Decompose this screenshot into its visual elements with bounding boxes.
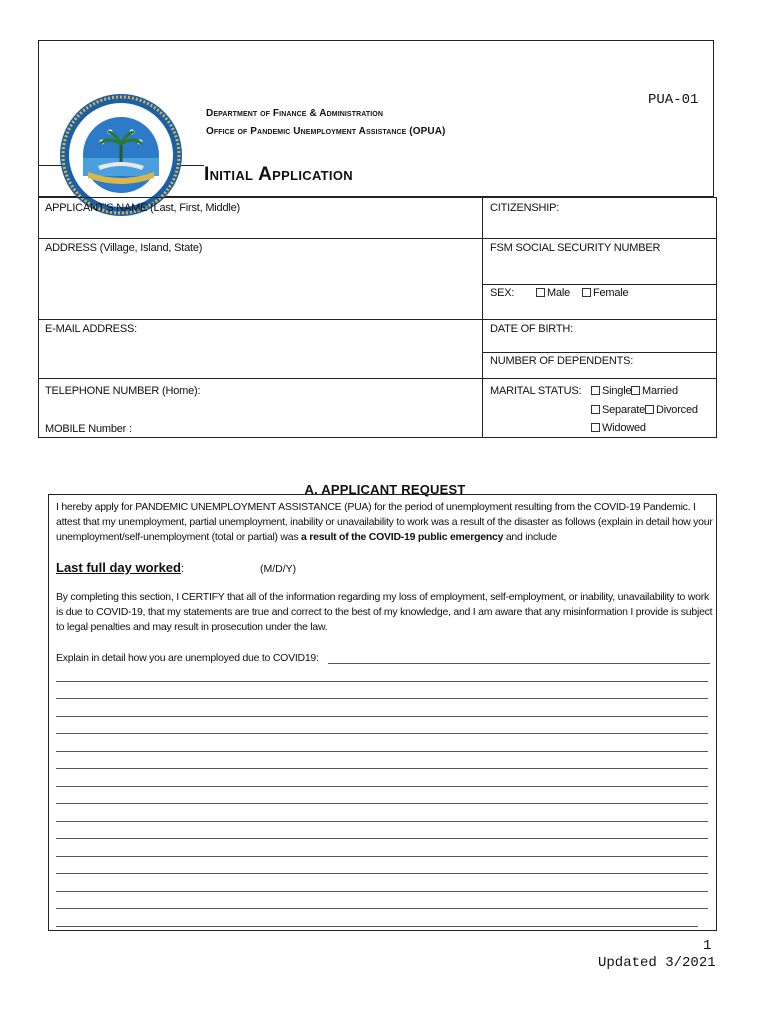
male-option[interactable] (536, 287, 570, 299)
explain-line[interactable] (56, 803, 708, 804)
male-label: Male (547, 287, 571, 299)
dob-field[interactable]: DATE OF BIRTH: (490, 323, 573, 335)
last-full-day-label: Last full day worked (56, 560, 181, 575)
table-center-divider (482, 197, 483, 438)
mobile-field[interactable]: MOBILE Number : (45, 423, 132, 435)
section-a-title: A. APPLICANT REQUEST (304, 482, 466, 497)
last-full-day-worked[interactable] (56, 560, 184, 575)
last-full-day-colon: : (180, 563, 185, 575)
row-divider-1 (38, 238, 717, 239)
explain-line-first[interactable] (328, 663, 710, 664)
citizenship-field[interactable]: CITIZENSHIP: (490, 202, 560, 214)
updated-date: Updated 3/2021 (598, 955, 716, 971)
row-divider-3 (38, 378, 717, 379)
married-checkbox[interactable] (631, 386, 640, 395)
explain-line[interactable] (56, 838, 708, 839)
explain-line[interactable] (56, 681, 708, 682)
request-text: I hereby apply for PANDEMIC UNEMPLOYMENT ASSISTANCE (PUA) for the period of unemployment resulting from the COVID-19 Pandemic. I attest that my unemployment, partial unemployment, inability or unavailability to work was a result of the disaster as follows (explain in detail how your unemployment/self-unemployment (total or partial) was (56, 501, 713, 543)
married-label: Married (642, 385, 678, 397)
widowed-checkbox[interactable] (591, 423, 600, 432)
telephone-field[interactable]: TELEPHONE NUMBER (Home): (45, 385, 201, 397)
single-label: Single (602, 385, 632, 397)
widowed-option[interactable] (591, 422, 646, 434)
page-number: 1 (703, 938, 712, 954)
explain-line[interactable] (56, 733, 708, 734)
row-divider-dob (482, 352, 717, 353)
email-field[interactable]: E-MAIL ADDRESS: (45, 323, 137, 335)
office-line: Office of Pandemic Unemployment Assistance (OPUA) (206, 126, 446, 137)
explain-line[interactable] (56, 821, 708, 822)
explain-line[interactable] (56, 908, 708, 909)
sex-label: SEX: (490, 287, 515, 299)
table-right-border (716, 197, 717, 438)
female-option[interactable] (582, 287, 628, 299)
certification-paragraph: By completing this section, I CERTIFY that all of the information regarding my loss of employment, self-employment, or inability, unavailability to work is due to COVID-19, that my statements are true and correct to the best of my knowledge, and I am aware that any misinformation I provide is subject to legal penalties and may result in prosecution under the law. (56, 591, 713, 633)
explain-line[interactable] (56, 873, 708, 874)
applicant-request-paragraph (56, 500, 716, 545)
single-option[interactable] (591, 385, 631, 397)
explain-line[interactable] (56, 751, 708, 752)
divorced-option[interactable] (645, 404, 698, 416)
explain-line[interactable] (56, 891, 708, 892)
separate-label: Separate (602, 404, 646, 416)
explain-line[interactable] (56, 786, 708, 787)
explain-line[interactable] (56, 698, 708, 699)
divorced-label: Divorced (656, 404, 698, 416)
female-label: Female (593, 287, 629, 299)
table-left-border (38, 197, 39, 438)
explain-line[interactable] (56, 768, 708, 769)
page-title: Initial Application (204, 164, 353, 185)
explain-line[interactable] (56, 856, 708, 857)
single-checkbox[interactable] (591, 386, 600, 395)
married-option[interactable] (631, 385, 678, 397)
widowed-label: Widowed (602, 422, 646, 434)
explain-label: Explain in detail how you are unemployed due to COVID19: (56, 652, 319, 664)
department-line: Department of Finance & Administration (206, 108, 383, 119)
divorced-checkbox[interactable] (645, 405, 654, 414)
fsm-seal-logo (58, 92, 184, 218)
male-checkbox[interactable] (536, 288, 545, 297)
explain-line[interactable] (56, 716, 708, 717)
separate-checkbox[interactable] (591, 405, 600, 414)
row-divider-2 (38, 319, 717, 320)
separate-option[interactable] (591, 404, 645, 416)
row-divider-ssn (482, 284, 717, 285)
female-checkbox[interactable] (582, 288, 591, 297)
explain-line[interactable] (56, 926, 698, 927)
request-emphasis: a result of the COVID-19 public emergency (301, 531, 504, 543)
fsm-ssn-field[interactable]: FSM SOCIAL SECURITY NUMBER (490, 242, 661, 254)
table-top-border (38, 197, 717, 198)
date-format-hint: (M/D/Y) (260, 563, 297, 575)
form-id: PUA-01 (648, 92, 699, 108)
applicant-name-field[interactable]: APPLICANT'S NAME (Last, First, Middle) (45, 202, 240, 214)
table-bottom-border (38, 437, 717, 438)
request-end: and include (505, 531, 557, 543)
dependents-field[interactable]: NUMBER OF DEPENDENTS: (490, 355, 634, 367)
address-field[interactable]: ADDRESS (Village, Island, State) (45, 242, 203, 254)
marital-status-label: MARITAL STATUS: (490, 385, 582, 397)
